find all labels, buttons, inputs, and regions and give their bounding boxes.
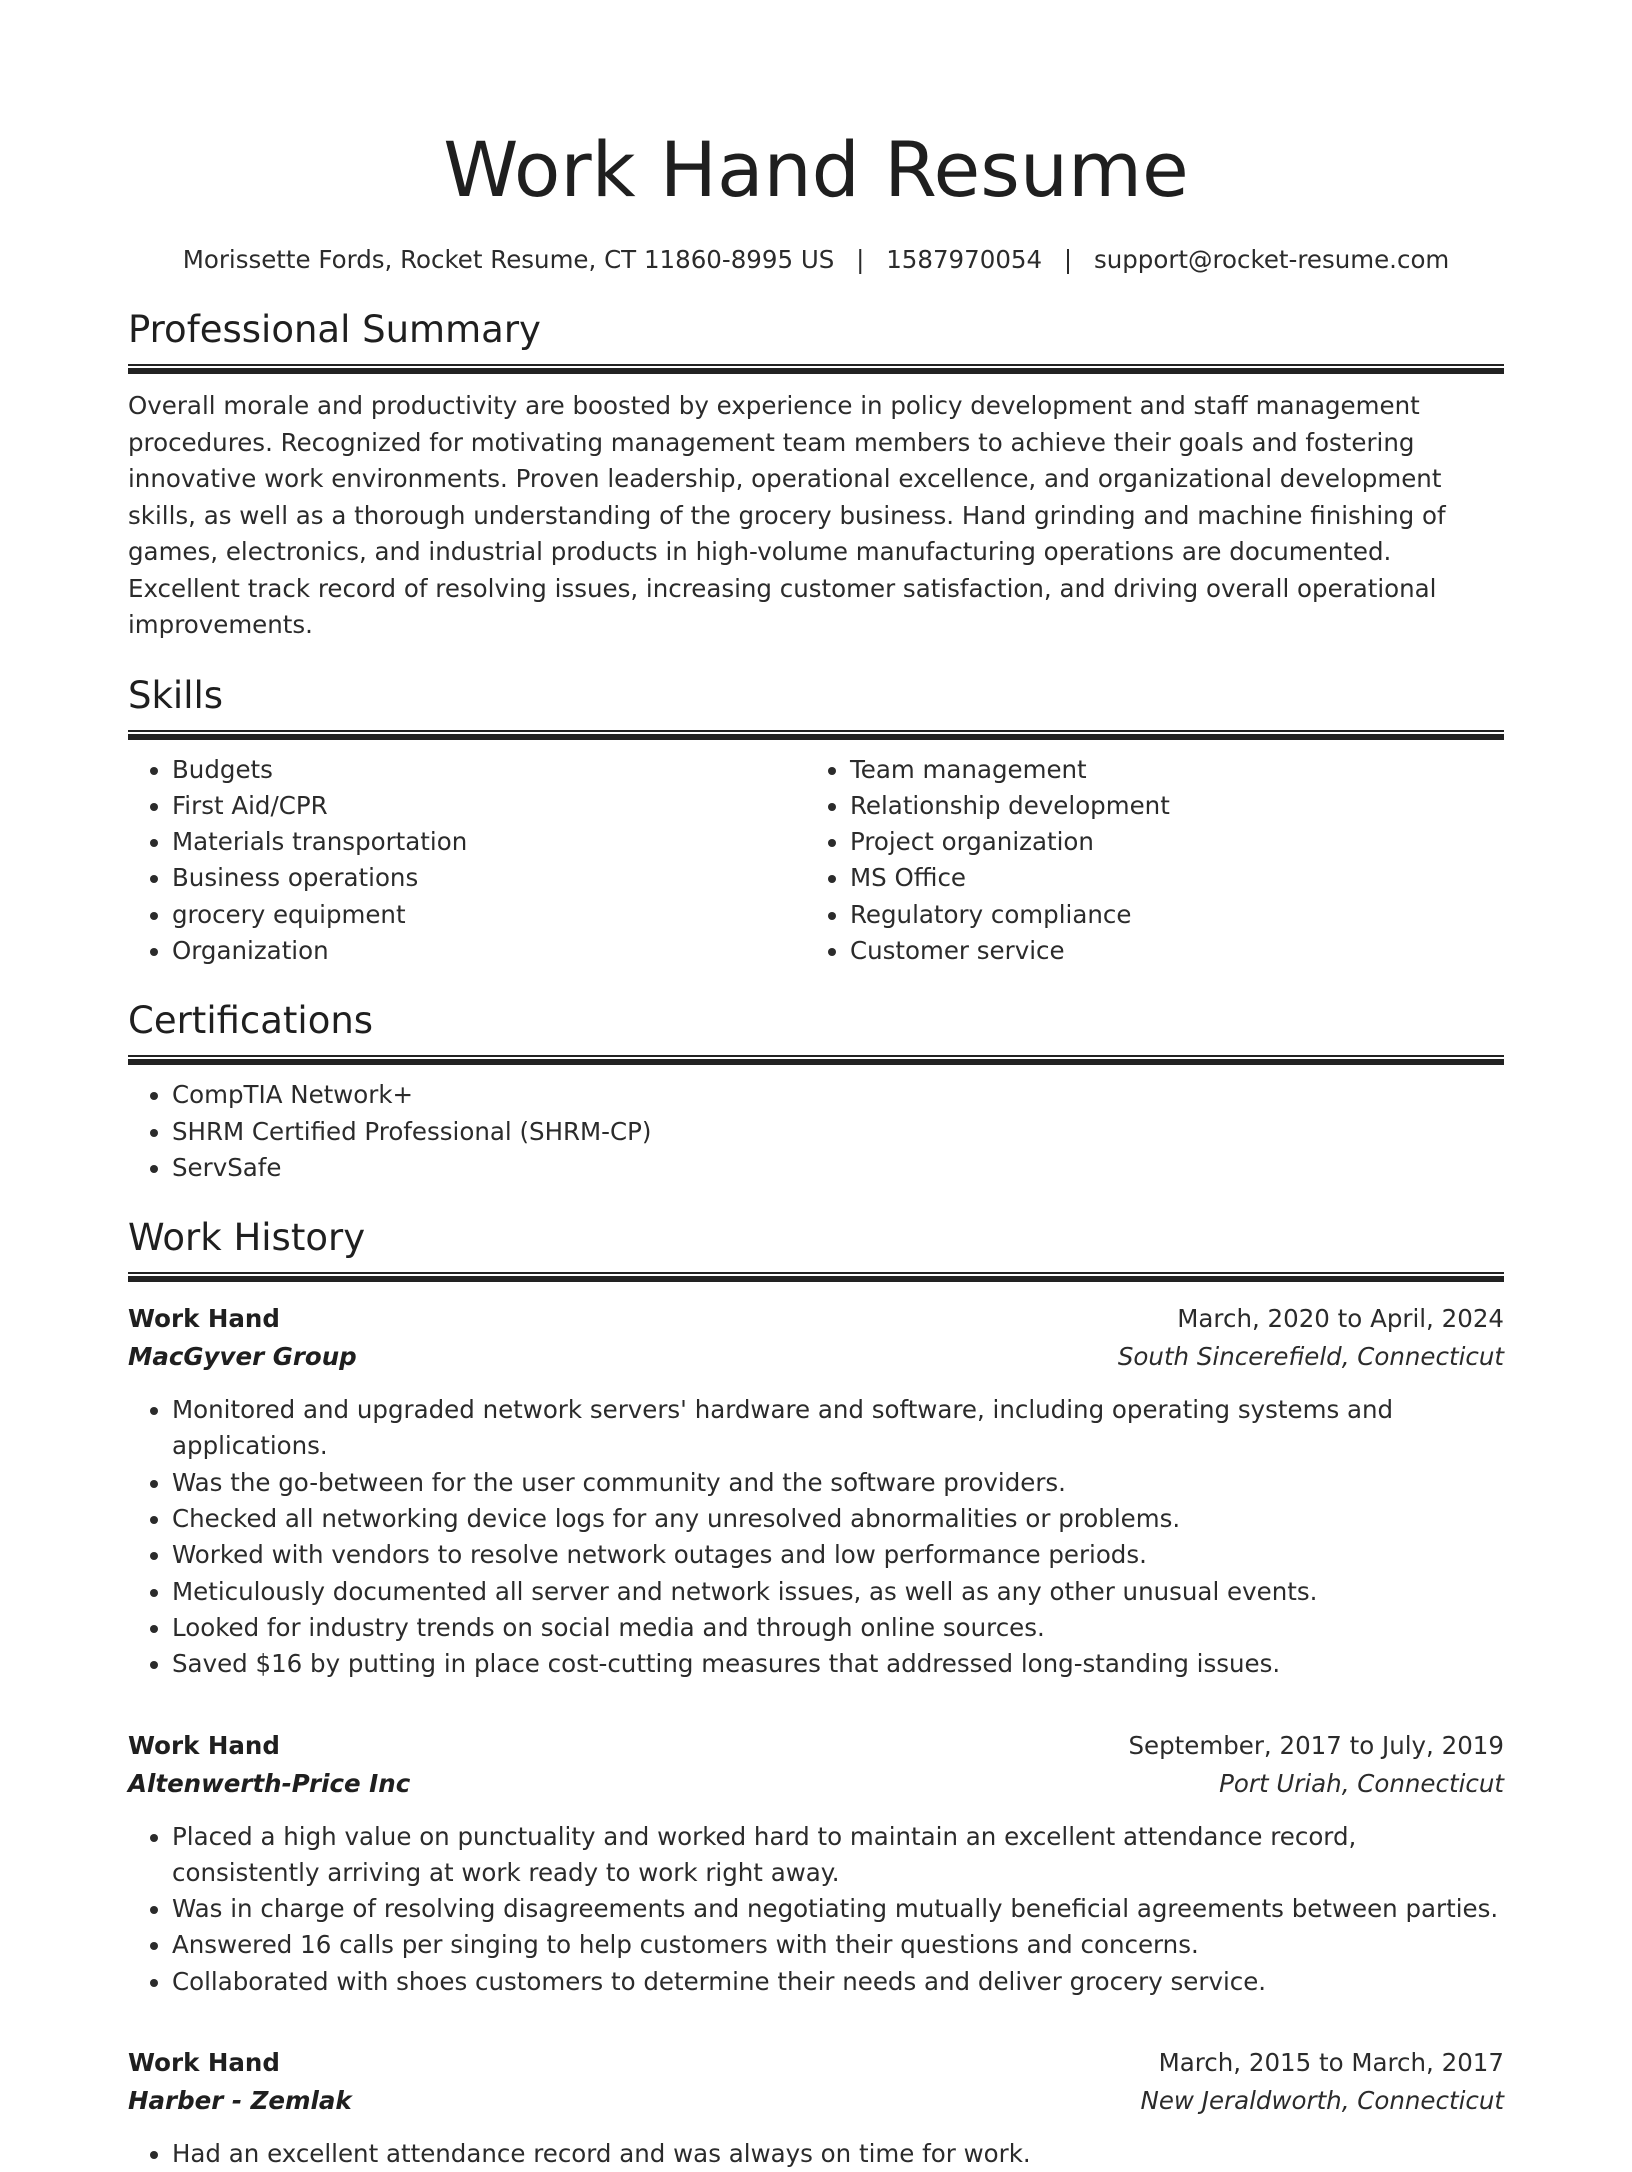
section-divider (128, 1272, 1504, 1282)
contact-separator: | (1063, 245, 1073, 274)
contact-separator: | (856, 245, 865, 274)
job-entry (128, 1300, 1504, 1682)
skills-list-left (128, 752, 806, 970)
job-bullet: • Was the go-between for the user community and the software providers. (172, 1465, 1504, 1501)
job-bullet: • Was in charge of resolving disagreements and negotiating mutually beneficial agreements between parties. (172, 1891, 1504, 1927)
job-location: New Jeraldworth, Connecticut (1140, 2086, 1504, 2116)
section-title-certifications: Certifications (128, 999, 374, 1043)
job-company: Altenwerth-Price Inc (128, 1768, 411, 1798)
job-bullet: • Saved $16 by putting in place cost-cutting measures that addressed long-standing issues. (172, 1646, 1504, 1682)
job-bullet: • Collaborated with shoes customers to determine their needs and deliver grocery service. (172, 1964, 1504, 2000)
job-company-row (128, 1338, 1504, 1376)
job-bullet: • Answered 16 calls per singing to help customers with their questions and concerns. (172, 1927, 1504, 1963)
skill-item: • Team management (850, 752, 1484, 788)
skill-item: • Organization (172, 933, 806, 969)
job-company-row (128, 1765, 1504, 1803)
job-bullets (128, 1819, 1504, 2000)
job-bullet: • Checked all networking device logs for any unresolved abnormalities or problems. (172, 1501, 1504, 1537)
skill-item: • MS Office (850, 860, 1484, 896)
resume-page (128, 0, 1504, 2172)
skills-list-right (806, 752, 1484, 970)
job-header-row (128, 1727, 1504, 1765)
skill-item: • Business operations (172, 860, 806, 896)
job-header-row (128, 1300, 1504, 1338)
contact-phone: 1587970054 (886, 245, 1043, 274)
skill-item: • Regulatory compliance (850, 897, 1484, 933)
skill-item: • First Aid/CPR (172, 788, 806, 824)
job-bullets (128, 2136, 1504, 2172)
certifications-list (128, 1077, 1504, 1186)
skill-item: • Relationship development (850, 788, 1484, 824)
skill-item: • Project organization (850, 824, 1484, 860)
job-dates: March, 2015 to March, 2017 (1158, 2048, 1504, 2078)
skill-item: • Budgets (172, 752, 806, 788)
job-company: Harber - Zemlak (128, 2086, 352, 2116)
job-header-row (128, 2044, 1504, 2082)
job-bullet: • Had an excellent attendance record and was always on time for work. (172, 2136, 1504, 2172)
summary-text: Overall morale and productivity are boosted by experience in policy development and staff management procedures. Recognized for motivating management team members to achieve their goals and fostering innovative work environments. Proven leadership, operational excellence, and organizational development skills, as well as a thorough understanding of the grocery business. Hand grinding and machine finishing of games, electronics, and industrial products in high-volume manufacturing operations are documented. Excellent track record of resolving issues, increasing customer satisfaction, and driving overall operational improvements. (128, 391, 1446, 639)
job-bullet: • Placed a high value on punctuality and worked hard to maintain an excellent attendance record, consistently arriving at work ready to work right away. (172, 1819, 1504, 1892)
certification-item: • CompTIA Network+ (172, 1077, 1504, 1113)
skill-item: • Customer service (850, 933, 1484, 969)
job-company-row (128, 2082, 1504, 2120)
section-title-skills: Skills (128, 673, 224, 717)
skills-grid (128, 740, 1504, 970)
certification-item: • ServSafe (172, 1150, 1504, 1186)
job-title: Work Hand (128, 2048, 280, 2078)
section-divider (128, 1055, 1504, 1065)
certifications-section (128, 995, 1504, 1186)
skill-item: • grocery equipment (172, 897, 806, 933)
job-entry (128, 1727, 1504, 2000)
job-bullet: • Monitored and upgraded network servers' hardware and software, including operating systems and applications. (172, 1392, 1504, 1465)
job-title: Work Hand (128, 1730, 280, 1760)
job-title: Work Hand (128, 1304, 280, 1334)
contact-email: support@rocket-resume.com (1093, 245, 1450, 274)
job-bullet: • Looked for industry trends on social media and through online sources. (172, 1610, 1504, 1646)
job-dates: September, 2017 to July, 2019 (1128, 1730, 1504, 1760)
section-title-work-history: Work History (128, 1216, 366, 1260)
certification-item: • SHRM Certified Professional (SHRM-CP) (172, 1114, 1504, 1150)
skills-section (128, 670, 1504, 970)
job-dates: March, 2020 to April, 2024 (1177, 1304, 1504, 1334)
resume-title: Work Hand Resume (443, 125, 1189, 214)
job-entry (128, 2044, 1504, 2172)
job-bullet: • Meticulously documented all server and network issues, as well as any other unusual events. (172, 1574, 1504, 1610)
contact-address: Morissette Fords, Rocket Resume, CT 11860-8995 US (182, 245, 835, 274)
section-divider (128, 364, 1504, 374)
contact-line (128, 244, 1504, 276)
section-divider (128, 730, 1504, 740)
section-title-summary: Professional Summary (128, 308, 541, 351)
job-bullet: • Worked with vendors to resolve network outages and low performance periods. (172, 1537, 1504, 1573)
job-bullets (128, 1392, 1504, 1682)
summary-section (128, 304, 1504, 644)
job-company: MacGyver Group (128, 1342, 357, 1372)
job-location: Port Uriah, Connecticut (1219, 1768, 1504, 1798)
skill-item: • Materials transportation (172, 824, 806, 860)
job-location: South Sincerefield, Connecticut (1117, 1342, 1504, 1372)
work-history-section (128, 1212, 1504, 2172)
